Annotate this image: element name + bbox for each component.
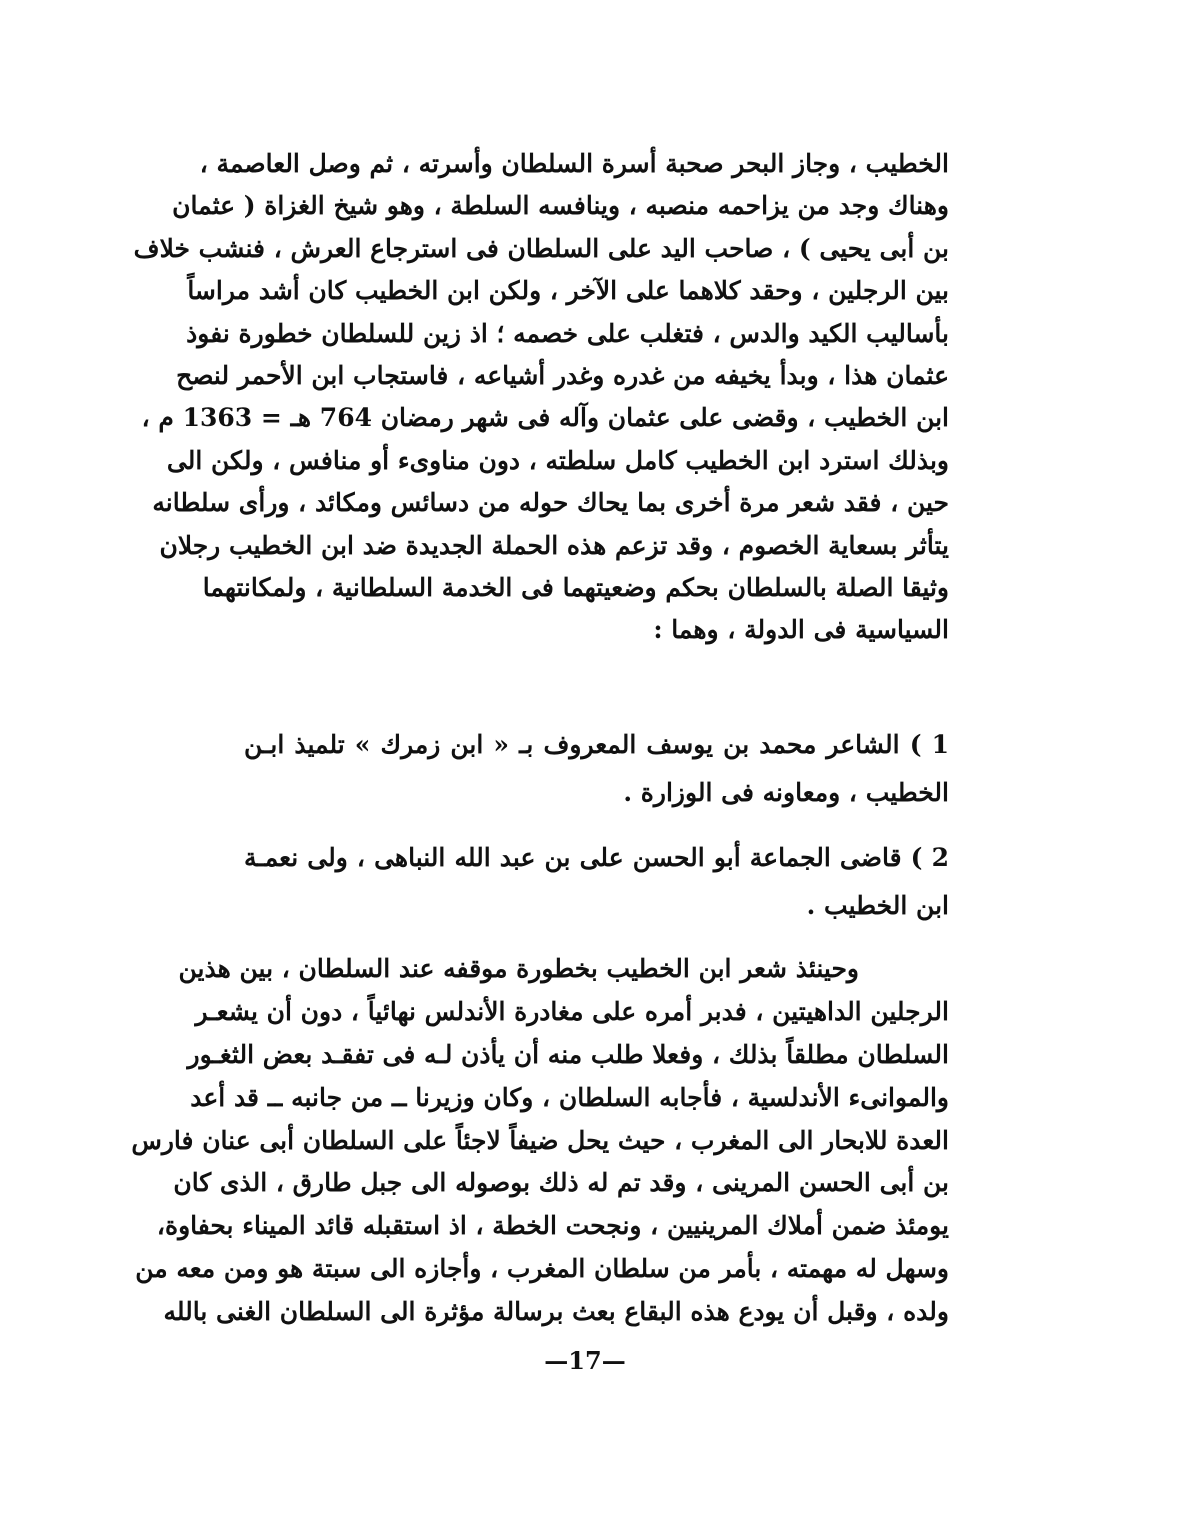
text-line: ولده ، وقبل أن يودع هذه البقاع بعث برسالة مؤثرة الى السلطان الغنى بالله (163, 1297, 949, 1327)
paragraph-1 (133, 143, 949, 652)
text-line: السياسية فى الدولة ، وهما : (653, 615, 949, 645)
text-line: والموانىء الأندلسية ، فأجابه السلطان ، وكان وزيرنا ــ من جانبه ــ قد أعد (190, 1082, 949, 1112)
text-line: يومئذ ضمن أملاك المرينيين ، ونجحت الخطة ، اذ استقبله قائد الميناء بحفاوة، (156, 1211, 949, 1241)
text-line: ابن الخطيب ، وقضى على عثمان وآله فى شهر رمضان 764 هـ = 1363 م ، (141, 403, 949, 433)
text-line: 1 ) الشاعر محمد بن يوسف المعروف بـ « ابن زمرك » تلميذ ابـن (244, 730, 949, 759)
paragraph-2 (131, 948, 949, 1334)
text-line: وحينئذ شعر ابن الخطيب بخطورة موقفه عند السلطان ، بين هذين (178, 954, 859, 983)
text-line: الخطيب ، وجاز البحر صحبة أسرة السلطان وأسرته ، ثم وصل العاصمة ، (199, 149, 949, 178)
text-line: 2 ) قاضى الجماعة أبو الحسن على بن عبد الله النباهى ، ولى نعمـة (244, 843, 949, 872)
text-line: عثمان هذا ، وبدأ يخيفه من غدره وغدر أشياعه ، فاستجاب ابن الأحمر لنصح (176, 360, 949, 390)
text-line: العدة للابحار الى المغرب ، حيث يحل ضيفاً لاجئاً على السلطان أبى عنان فارس (131, 1125, 949, 1155)
text-line: بين الرجلين ، وحقد كلاهما على الآخر ، ولكن ابن الخطيب كان أشد مراساً (187, 276, 949, 306)
text-line: وبذلك استرد ابن الخطيب كامل سلطته ، دون مناوىء أو منافس ، ولكن الى (166, 445, 949, 475)
text-line: بن أبى الحسن المرينى ، وقد تم له ذلك بوصوله الى جبل طارق ، الذى كان (173, 1168, 949, 1198)
text-line: بأساليب الكيد والدس ، فتغلب على خصمه ؛ اذ زين للسلطان خطورة نفوذ (186, 318, 949, 348)
page-number: —17— (544, 1346, 626, 1375)
text-line: وهناك وجد من يزاحمه منصبه ، وينافسه السلطة ، وهو شيخ الغزاة ( عثمان (172, 191, 949, 221)
text-line: وثيقا الصلة بالسلطان بحكم وضعيتهما فى الخدمة السلطانية ، ولمكانتهما (202, 572, 949, 602)
text-line: ابن الخطيب . (806, 891, 949, 920)
text-line: بن أبى يحيى ) ، صاحب اليد على السلطان فى استرجاع العرش ، فنشب خلاف (133, 233, 949, 263)
text-line: الرجلين الداهيتين ، فدبر أمره على مغادرة الأندلس نهائياً ، دون أن يشعـر (195, 996, 949, 1026)
list-item-1 (244, 721, 949, 817)
list-item-2 (244, 834, 949, 930)
text-line: السلطان مطلقاً بذلك ، وفعلا طلب منه أن يأذن لـه فى تفقـد بعض الثغـور (187, 1039, 949, 1069)
text-line: وسهل له مهمته ، بأمر من سلطان المغرب ، وأجازه الى سبتة هو ومن معه من (135, 1254, 949, 1284)
text-line: حين ، فقد شعر مرة أخرى بما يحاك حوله من دسائس ومكائد ، ورأى سلطانه (152, 488, 949, 518)
text-line: الخطيب ، ومعاونه فى الوزارة . (623, 778, 949, 807)
text-line: يتأثر بسعاية الخصوم ، وقد تزعم هذه الحملة الجديدة ضد ابن الخطيب رجلان (159, 530, 949, 560)
